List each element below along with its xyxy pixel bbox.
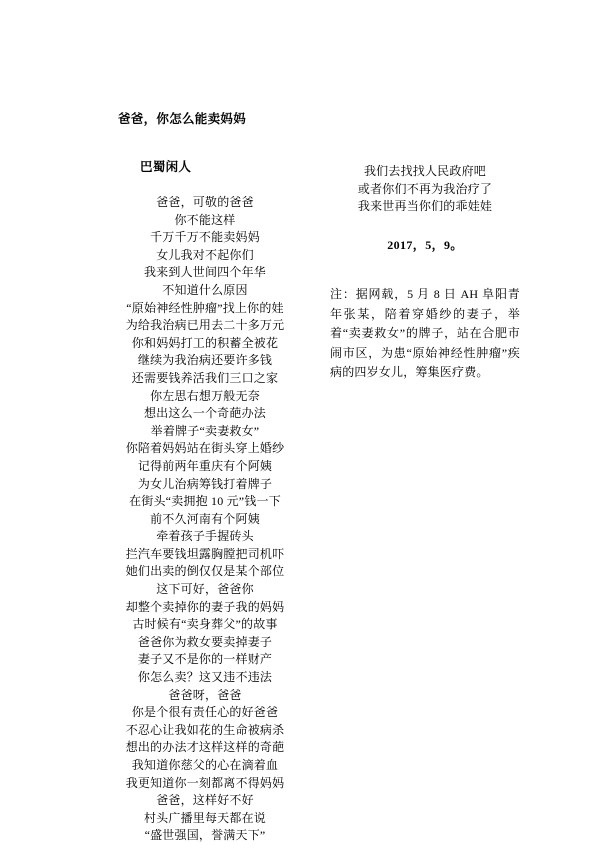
poem-line: 她们出卖的倒仅仅是某个部位 [125, 564, 285, 579]
poem-line: 你和妈妈打工的积蓄全被花 [131, 335, 279, 350]
poem-line: 想出这么一个奇葩办法 [143, 406, 266, 421]
poem-left-column [90, 110, 320, 845]
poem-line: 我更知道你一刻都离不得妈妈 [125, 775, 285, 790]
poem-line: 你是个很有责任心的好爸爸 [131, 705, 279, 720]
poem-body [90, 194, 320, 845]
poem-line: 还需要钱养活我们三口之家 [131, 370, 279, 385]
poem-date: 2017，5，9。 [387, 237, 463, 252]
poem-line: 爸爸你为救女要卖掉妻子 [137, 634, 273, 649]
poem-line: 女儿我对不起你们 [156, 247, 254, 262]
poem-right-column [330, 163, 520, 253]
poem-line: 或者你们不再为我治疗了 [357, 181, 493, 196]
poem-line: 爸爸呀，爸爸 [168, 687, 242, 702]
poem-line: 在街头“卖拥抱 10 元”钱一下 [129, 494, 281, 509]
poem-line: 我知道你慈父的心在滴着血 [131, 758, 279, 772]
poem-author: 巴蜀闲人 [140, 160, 192, 174]
poem-line: 妻子又不是你的一样财产 [137, 652, 273, 667]
poem-continuation [330, 163, 520, 216]
poem-line: 爸爸，可敬的爸爸 [156, 195, 254, 209]
poem-line: 你不能这样 [174, 212, 236, 227]
poem-line: 想出的办法才这样这样的奇葩 [125, 740, 285, 755]
poem-line: 你左思右想万般无奈 [150, 388, 260, 403]
poem-line: 为给我治病已用去二十多万元 [125, 318, 285, 333]
page-title: 爸爸，你怎么能卖妈妈 [118, 112, 247, 126]
poem-line: 不忍心让我如花的生命被病杀 [125, 722, 285, 737]
poem-line: 村头广播里每天都在说 [143, 810, 266, 825]
poem-line: “原始神经性肿瘤”找上你的娃 [126, 300, 284, 315]
poem-line: 不知道什么原因 [162, 282, 248, 297]
poem-line: 却整个卖掉你的妻子我的妈妈 [125, 599, 285, 614]
poem-line: 记得前两年重庆有个阿姨 [137, 458, 273, 473]
poem-line: 前不久河南有个阿姨 [150, 511, 260, 526]
poem-line: 爸爸，这样好不好 [156, 793, 254, 808]
poem-line: 继续为我治病还要许多钱 [137, 353, 273, 368]
poem-line: 古时候有“卖身葬父”的故事 [132, 617, 278, 632]
poem-line: 举着牌子“卖妻救女” [150, 423, 260, 438]
poem-line: 拦汽车要钱坦露胸膛把司机吓 [125, 546, 285, 561]
poem-line: 你陪着妈妈站在街头穿上婚纱 [125, 441, 285, 456]
poem-line: 我们去找找人民政府吧 [363, 164, 486, 178]
poem-line: 千万千万不能卖妈妈 [150, 230, 260, 245]
poem-line: 这下可好，爸爸你 [156, 582, 254, 597]
poem-line: 我来世再当你们的乖娃娃 [357, 199, 493, 214]
poem-line: 我来到人世间四个年华 [143, 265, 266, 280]
poem-line: 牵着孩子手握砖头 [156, 529, 254, 544]
editor-note: 注：据网载，5 月 8 日 AH 阜阳青年张某，陪着穿婚纱的妻子，举着“卖妻救女”的牌子，站在合肥市闹市区，为患“原始神经性肿瘤”疾病的四岁女儿，筹集医疗费。 [330, 287, 520, 379]
poem-line: 你怎么卖？这又违不违法 [137, 670, 273, 685]
poem-line: 为女儿治病筹钱打着牌子 [137, 476, 273, 491]
poem-line: “盛世强国，誉满天下” [144, 828, 266, 843]
